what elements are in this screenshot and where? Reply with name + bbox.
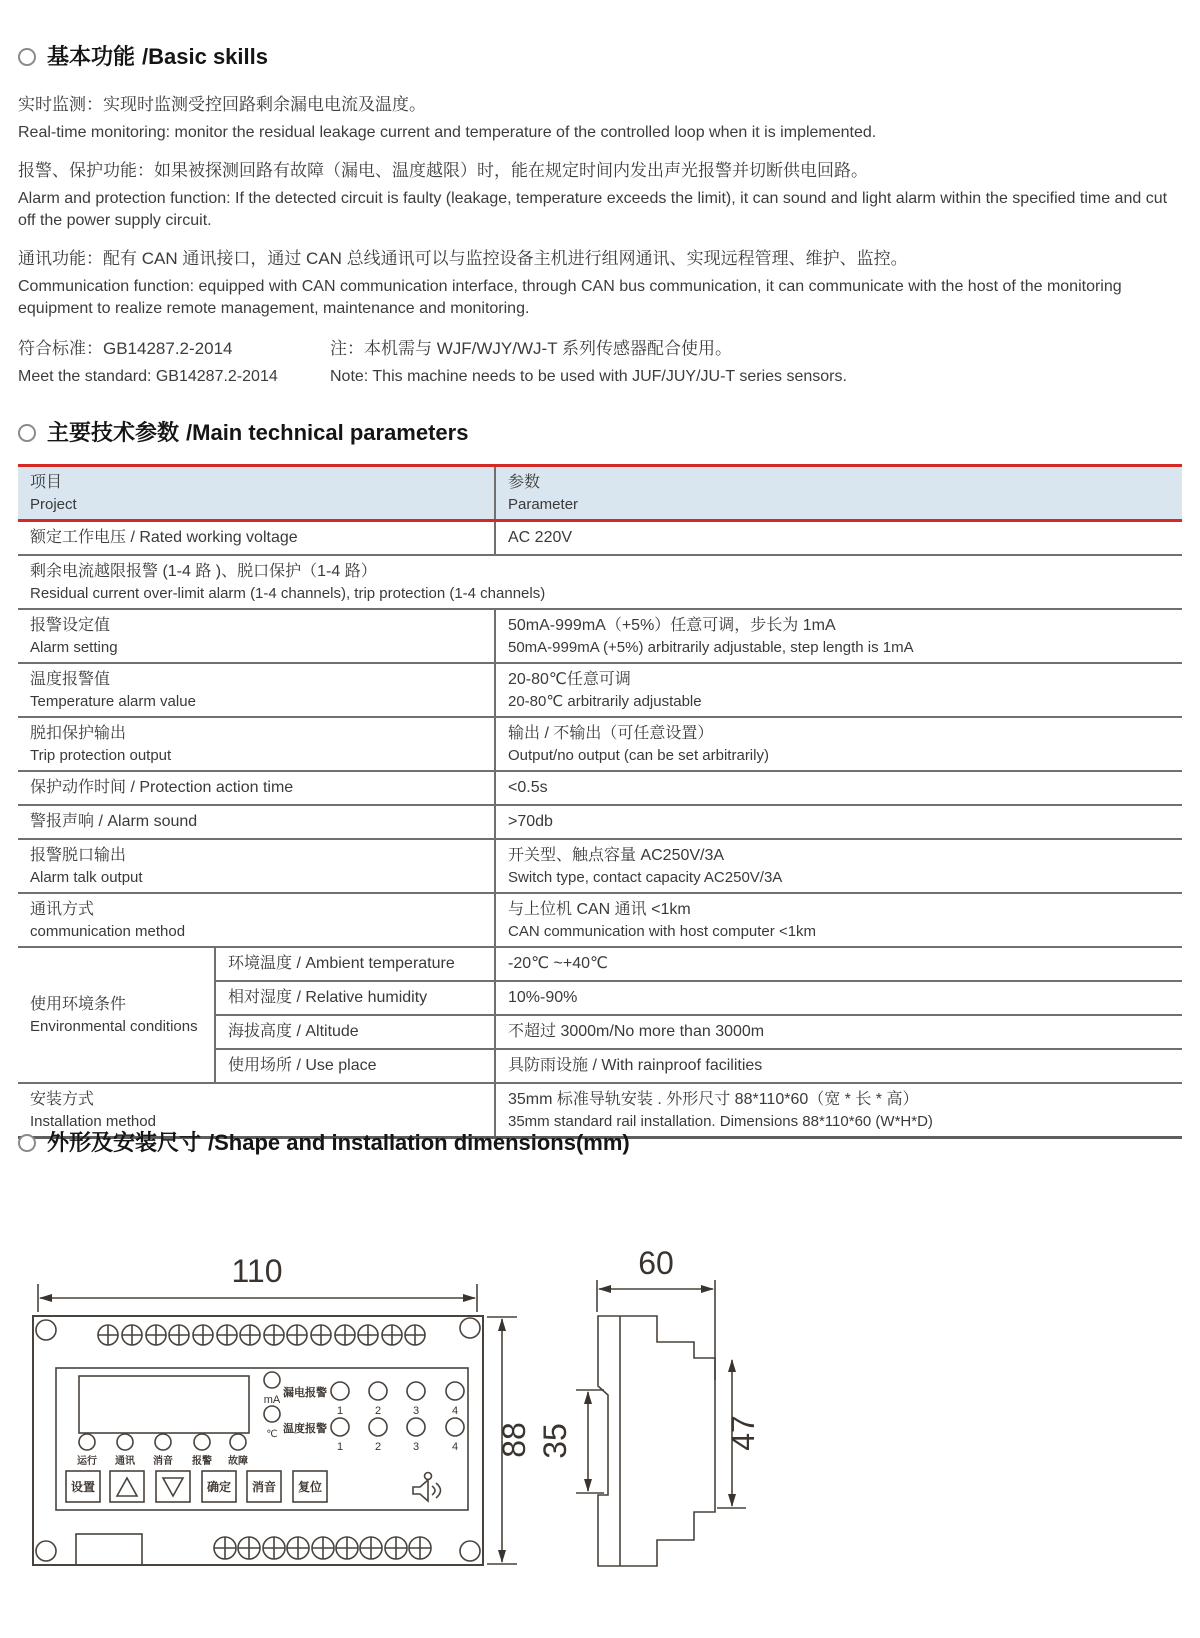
row-action-time [18,771,1182,805]
action-time-value-cell [495,771,1182,805]
rated-voltage-value: AC 220V [508,529,573,546]
alarm-talk-en: Alarm talk output [30,869,143,886]
status-run-label: 运行 [77,1456,97,1467]
alarm-talk-value-cell [495,839,1182,893]
communication-label-cell [18,893,495,947]
temperature-alarm-value-zh: 20-80℃任意可调 [508,671,631,688]
dimension-drawings [15,1190,1185,1628]
parameters-table [18,464,1182,1139]
temperature-alarm-value-en: 20-80℃ arbitrarily adjustable [508,693,702,710]
status-fault-label: 故障 [228,1456,248,1467]
trip-output-zh: 脱扣保护输出 [30,725,127,742]
note-en: Note: This machine needs to be used with JUF/JUY/JU-T series sensors. [330,368,847,385]
section-bullet-icon [18,424,36,442]
alarm-talk-value-zh: 开关型、触点容量 AC250V/3A [508,847,725,864]
action-time-value: <0.5s [508,779,548,796]
header-project-cell [18,466,495,521]
alarm-sound-label: 警报声响 / Alarm sound [30,813,198,830]
trip-output-en: Trip protection output [30,747,172,764]
paragraph-monitoring-zh: 实时监测：实现时监测受控回路剩余漏电电流及温度。 [18,95,426,114]
section-dimensions [18,1128,1182,1158]
action-time-label-cell [18,771,495,805]
temp-ch3-label: 3 [412,1441,420,1453]
alarm-sound-value: >70db [508,813,553,830]
terminal-row-top [98,1325,425,1345]
header-project-zh: 项目 [30,474,63,491]
ambient-temp-label: 环境温度 / Ambient temperature [228,955,455,972]
section-basic-skills [18,42,1182,388]
communication-value-zh: 与上位机 CAN 通讯 <1km [508,901,691,918]
leak-alarm-leds [331,1382,464,1400]
temperature-alarm-en: Temperature alarm value [30,693,196,710]
unit-temp-label: ℃ [266,1429,278,1440]
humidity-value: 10%-90% [508,989,578,1006]
table-header-row [18,466,1182,521]
alarm-setting-zh: 报警设定值 [30,617,111,634]
status-comm-label: 通讯 [115,1456,135,1467]
humidity-label-cell [215,981,495,1015]
humidity-value-cell [495,981,1182,1015]
leak-ch3-label: 3 [412,1405,420,1417]
altitude-value-cell [495,1015,1182,1049]
altitude-label-cell [215,1015,495,1049]
front-view-drawing [33,1253,532,1565]
row-env-ambient-temp [18,947,1182,981]
standard-zh: 符合标准：GB14287.2-2014 [18,339,233,358]
section-dimensions-title-zh: 外形及安装尺寸 [47,1130,202,1155]
ambient-temp-value-cell [495,947,1182,981]
dimension-drawing-svg [15,1190,1185,1628]
section-basic-heading [18,42,1182,72]
leak-ch2-label: 2 [374,1405,382,1417]
trip-output-value-en: Output/no output (can be set arbitrarily) [508,747,769,764]
environment-group-en: Environmental conditions [30,1018,198,1035]
installation-value-zh: 35mm 标准导轨安装 . 外形尺寸 88*110*60（宽 * 长 * 高） [508,1091,919,1108]
mute-button-label: 消音 [251,1480,277,1494]
alarm-talk-zh: 报警脱口输出 [30,847,127,864]
use-place-value-cell [495,1049,1182,1083]
communication-en: communication method [30,923,186,940]
trip-output-label-cell [18,717,495,771]
triangle-down-icon [163,1478,183,1496]
note-zh: 注：本机需与 WJF/WJY/WJ-T 系列传感器配合使用。 [330,339,732,358]
side-view-drawing [537,1245,761,1566]
temperature-alarm-label-cell [18,663,495,717]
speaker-icon [413,1473,441,1502]
standard-note-row [18,338,1182,388]
section-parameters [18,418,1182,1139]
row-temperature-alarm [18,663,1182,717]
environment-group-zh: 使用环境条件 [30,996,127,1013]
trip-output-value-zh: 输出 / 不输出（可任意设置） [508,725,714,742]
altitude-label: 海拔高度 / Altitude [228,1023,359,1040]
alarm-talk-value-en: Switch type, contact capacity AC250V/3A [508,869,783,886]
leak-ch1-label: 1 [336,1405,344,1417]
installation-zh: 安装方式 [30,1091,95,1108]
set-button-label: 设置 [70,1480,96,1494]
section-parameters-title-en: /Main technical parameters [186,420,469,445]
alarm-sound-value-cell [495,805,1182,839]
section-basic-title-en: /Basic skills [142,44,268,69]
section-dimensions-title-en: /Shape and installation dimensions(mm) [208,1130,630,1155]
temp-ch4-label: 4 [451,1441,459,1453]
action-time-label: 保护动作时间 / Protection action time [30,779,294,796]
unit-ma-label: mA [263,1394,281,1406]
use-place-value: 具防雨设施 / With rainproof facilities [508,1057,763,1074]
row-alarm-talk-output [18,839,1182,893]
paragraph-alarm-zh: 报警、保护功能：如果被探测回路有故障（漏电、温度越限）时，能在规定时间内发出声光报警并切断供电回路。 [18,161,868,180]
triangle-up-icon [117,1478,137,1496]
alarm-sound-label-cell [18,805,495,839]
header-parameter-zh: 参数 [508,474,541,491]
row-alarm-setting [18,609,1182,663]
rated-voltage-label: 额定工作电压 / Rated working voltage [30,529,298,546]
standard-column [18,338,330,388]
trip-output-value-cell [495,717,1182,771]
alarm-talk-label-cell [18,839,495,893]
ambient-temp-label-cell [215,947,495,981]
temp-ch1-label: 1 [336,1441,344,1453]
temperature-alarm-value-cell [495,663,1182,717]
installation-en: Installation method [30,1113,156,1130]
header-parameter-cell [495,466,1182,521]
alarm-setting-value-cell [495,609,1182,663]
section-parameters-title-zh: 主要技术参数 [47,420,180,445]
installation-value-en: 35mm standard rail installation. Dimensions 88*110*60 (W*H*D) [508,1113,933,1130]
row-communication [18,893,1182,947]
dim-47-label: 47 [725,1415,761,1451]
paragraph-communication-zh: 通讯功能：配有 CAN 通讯接口，通过 CAN 总线通讯可以与监控设备主机进行组网通讯、实现远程管理、维护、监控。 [18,249,908,268]
row-rated-voltage [18,521,1182,556]
use-place-label-cell [215,1049,495,1083]
dim-60-label: 60 [638,1245,674,1281]
residual-span-en: Residual current over-limit alarm (1-4 channels), trip protection (1-4 channels) [30,585,546,602]
rated-voltage-value-cell [495,521,1182,556]
alarm-setting-label-cell [18,609,495,663]
paragraph-alarm-en: Alarm and protection function: If the detected circuit is faulty (leakage, temperature exceeds the limit), it can sound and light alarm within the specified time and cut off the power supply circuit. [18,190,1168,229]
dim-88-label: 88 [496,1422,532,1458]
header-parameter-en: Parameter [508,496,579,513]
residual-span-cell [18,555,1182,609]
communication-zh: 通讯方式 [30,901,95,918]
alarm-setting-en: Alarm setting [30,639,118,656]
up-button [110,1471,144,1502]
section-parameters-heading [18,418,1182,448]
header-project-en: Project [30,496,77,513]
use-place-label: 使用场所 / Use place [228,1057,377,1074]
row-alarm-sound [18,805,1182,839]
reset-button-label: 复位 [297,1480,323,1494]
status-mute-label: 消音 [153,1456,173,1467]
residual-span-zh: 剩余电流越限报警 (1-4 路 )、脱口保护（1-4 路） [30,563,377,580]
dim-110-label: 110 [231,1253,283,1289]
ambient-temp-value: -20℃ ~+40℃ [508,955,608,972]
temp-alarm-label: 温度报警 [283,1423,327,1435]
leak-ch4-label: 4 [451,1405,459,1417]
note-column [330,338,847,388]
temp-alarm-leds [331,1418,464,1436]
altitude-value: 不超过 3000m/No more than 3000m [508,1023,765,1040]
humidity-label: 相对湿度 / Relative humidity [228,989,428,1006]
paragraph-communication-en: Communication function: equipped with CAN communication interface, through CAN bus communication, it can communicate with the host of the monitoring equipment to realize remote management, maintenance and monitoring. [18,278,1122,317]
status-alarm-label: 报警 [192,1456,212,1467]
standard-en: Meet the standard: GB14287.2-2014 [18,368,278,385]
communication-value-en: CAN communication with host computer <1km [508,923,817,940]
row-residual-span [18,555,1182,609]
section-dimensions-heading [18,1128,1182,1158]
temperature-alarm-zh: 温度报警值 [30,671,111,688]
environment-group-cell [18,947,215,1083]
alarm-setting-value-en: 50mA-999mA (+5%) arbitrarily adjustable, step length is 1mA [508,639,914,656]
communication-value-cell [495,893,1182,947]
row-trip-output [18,717,1182,771]
dim-35-label: 35 [537,1423,573,1459]
paragraph-monitoring-en: Real-time monitoring: monitor the residual leakage current and temperature of the controlled loop when it is implemented. [18,124,877,141]
status-leds [79,1434,246,1450]
confirm-button-label: 确定 [206,1480,232,1494]
section-bullet-icon [18,48,36,66]
terminal-row-bottom [214,1537,431,1559]
button-row [66,1471,327,1502]
section-basic-title-zh: 基本功能 [47,44,136,69]
temp-ch2-label: 2 [374,1441,382,1453]
rated-voltage-label-cell [18,521,495,556]
alarm-setting-value-zh: 50mA-999mA（+5%）任意可调，步长为 1mA [508,617,836,634]
section-bullet-icon [18,1134,36,1152]
lcd-display [79,1376,249,1433]
leak-alarm-label: 漏电报警 [283,1387,327,1399]
